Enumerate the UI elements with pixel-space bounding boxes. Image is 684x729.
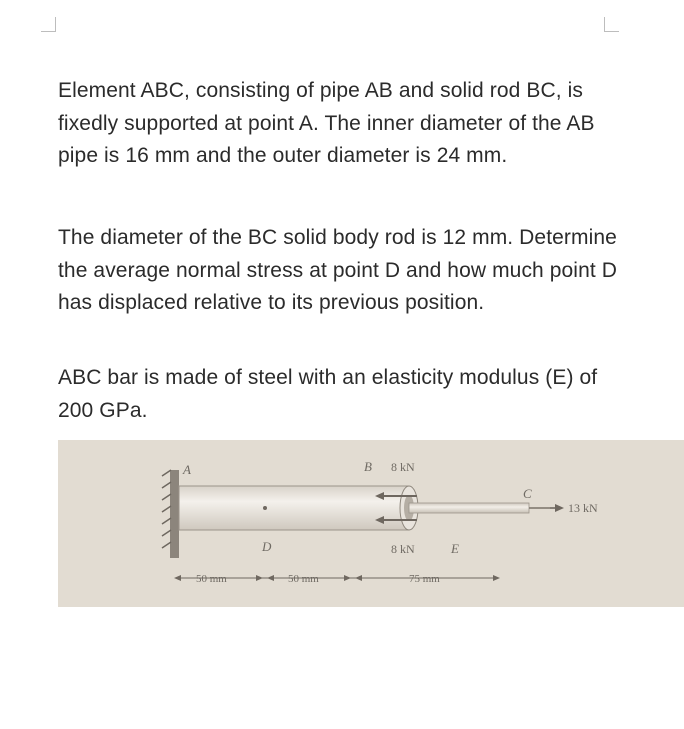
bar-diagram [58,440,684,607]
label-a: A [183,462,191,477]
label-e: E [451,541,459,556]
load-label-end: 13 kN [568,501,598,515]
load-label-top: 8 kN [391,460,415,474]
label-c: C [523,486,532,501]
dimension-label-bc: 75 mm [409,573,440,585]
dimension-label-ad: 50 mm [196,573,227,585]
pipe-ab [179,486,418,530]
rod-bc [409,503,550,513]
bar-diagram-svg [58,440,684,607]
problem-paragraph-1: Element ABC, consisting of pipe AB and solid rod BC, is fixedly supported at point A. The inner diameter of the AB pipe is 16 mm and the outer diameter is 24 mm. [58,79,595,167]
crop-mark-top-left [41,17,56,32]
dimension-label-db: 50 mm [288,573,319,585]
point-d-marker [263,506,267,510]
label-d: D [262,539,272,554]
problem-paragraph-3: ABC bar is made of steel with an elasticity modulus (E) of 200 GPa. [58,366,598,422]
label-b: B [364,459,372,474]
crop-mark-top-right [604,17,619,32]
problem-paragraph-2: The diameter of the BC solid body rod is 12 mm. Determine the average normal stress at point D and how much point D has displaced relative to its previous position. [58,226,617,314]
load-label-bottom: 8 kN [391,542,415,556]
